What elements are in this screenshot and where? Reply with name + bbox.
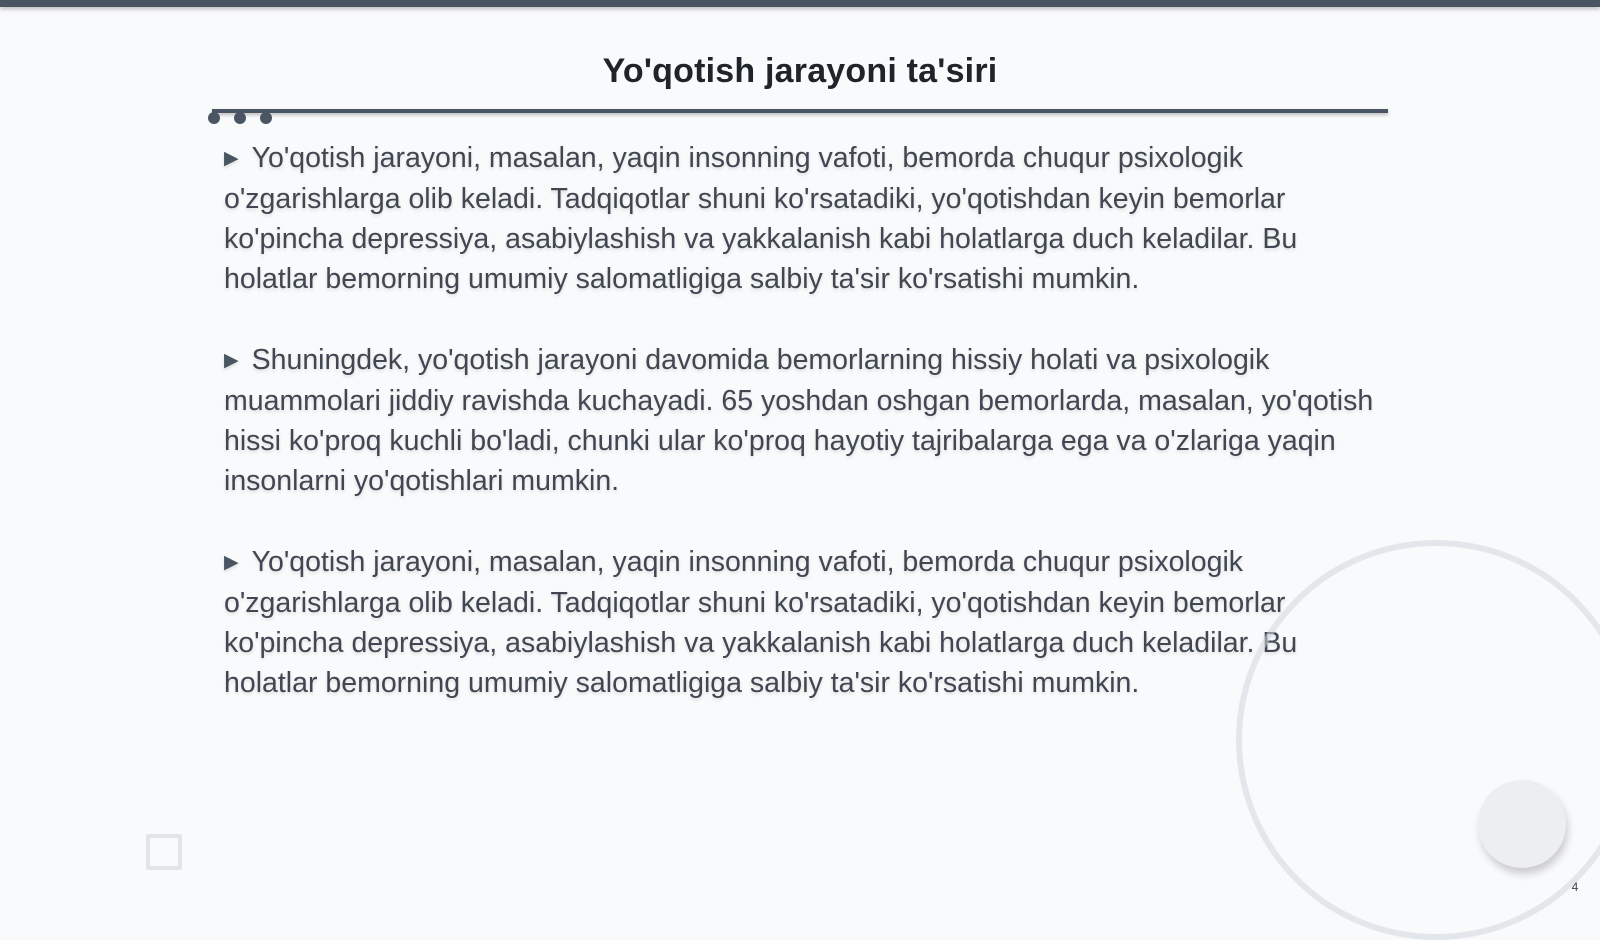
decorative-dot: [208, 112, 220, 124]
title-underline: [212, 109, 1388, 113]
bullet-list: [224, 138, 1384, 744]
bullet-text: Shuningdek, yo'qotish jarayoni davomida bemorlarning hissiy holati va psixologik muammolari jiddiy ravishda kuchayadi. 65 yoshdan oshgan bemorlarda, masalan, yo'qotish hissi ko'proq kuchli bo'ladi, chunki ular ko'proq hayotiy tajribalarga ega va o'zlariga yaqin insonlarni yo'qotishlari mumkin.: [224, 344, 1374, 497]
bullet-text: Yo'qotish jarayoni, masalan, yaqin insonning vafoti, bemorda chuqur psixologik o'zgarishlarga olib keladi. Tadqiqotlar shuni ko'rsatadiki, yo'qotishdan keyin bemorlar ko'pincha depressiya, asabiylashish va yakkalanish kabi holatlarga duch keladilar. Bu holatlar bemorning umumiy salomatligiga salbiy ta'sir ko'rsatishi mumkin.: [224, 142, 1298, 295]
decorative-circle: [1478, 780, 1566, 868]
bullet-item: [224, 542, 1384, 703]
decorative-square: [146, 834, 182, 870]
bullet-item: [224, 138, 1384, 299]
decorative-dot: [260, 112, 272, 124]
slide-number: 4: [1571, 880, 1579, 894]
top-accent-bar: [0, 0, 1600, 7]
triangle-bullet-icon: ▶: [224, 350, 239, 371]
triangle-bullet-icon: ▶: [224, 148, 239, 169]
bullet-item: [224, 340, 1384, 501]
triangle-bullet-icon: ▶: [224, 552, 239, 573]
slide-title: Yo'qotish jarayoni ta'siri: [602, 52, 998, 90]
bullet-text: Yo'qotish jarayoni, masalan, yaqin insonning vafoti, bemorda chuqur psixologik o'zgarishlarga olib keladi. Tadqiqotlar shuni ko'rsatadiki, yo'qotishdan keyin bemorlar ko'pincha depressiya, asabiylashish va yakkalanish kabi holatlarga duch keladilar. Bu holatlar bemorning umumiy salomatligiga salbiy ta'sir ko'rsatishi mumkin.: [224, 546, 1298, 699]
decorative-dot: [234, 112, 246, 124]
